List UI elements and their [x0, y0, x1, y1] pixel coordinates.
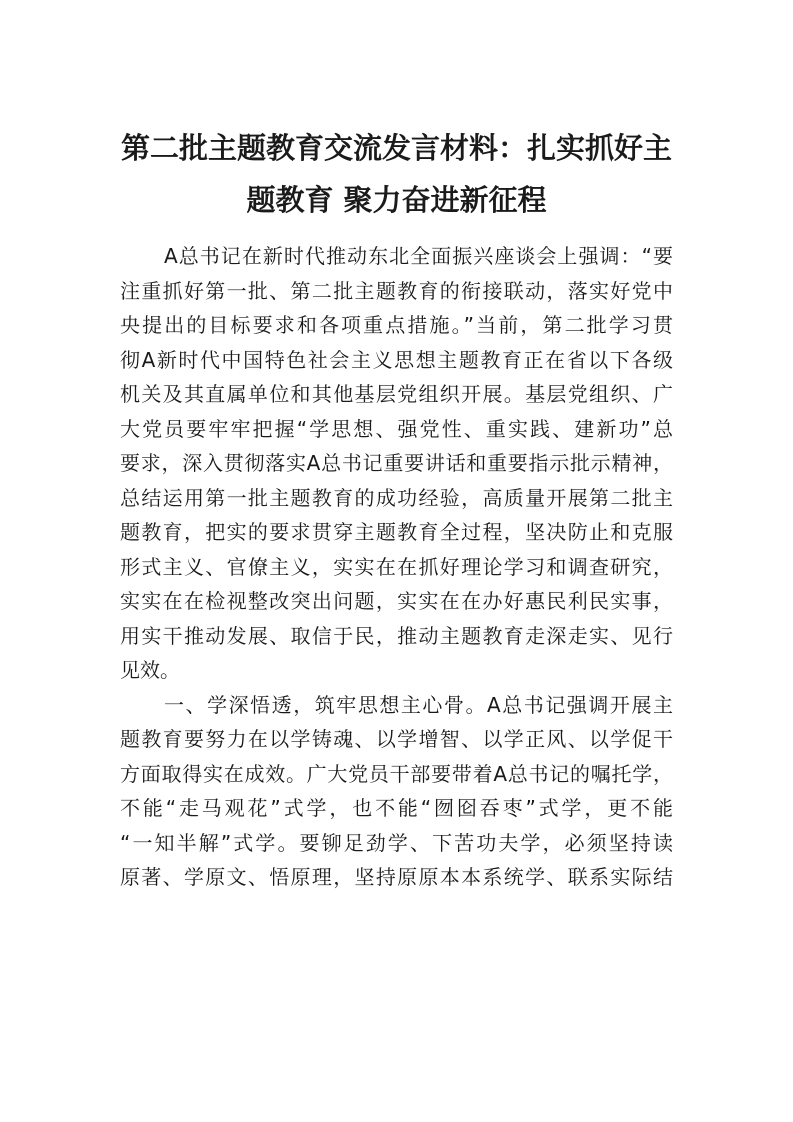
paragraph	[120, 239, 673, 688]
paragraph-line: 用实干推动发展、取信于民，推动主题教育走深走实、见行	[120, 623, 673, 648]
paragraph	[120, 688, 673, 895]
paragraph-line: 一、学深悟透，筑牢思想主心骨。A总书记强调开展主	[164, 692, 673, 717]
paragraph-line: 总结运用第一批主题教育的成功经验，高质量开展第二批主	[120, 485, 673, 510]
paragraph-line: 注重抓好第一批、第二批主题教育的衔接联动，落实好党中	[120, 278, 673, 303]
paragraph-line: “一知半解”式学。要铆足劲学、下苦功夫学，必须坚持读	[120, 830, 673, 855]
paragraph-line: 原著、学原文、悟原理，坚持原原本本系统学、联系实际结	[120, 865, 673, 889]
paragraph-line: 题教育要努力在以学铸魂、以学增智、以学正风、以学促干	[120, 727, 673, 751]
paragraph-line: 机关及其直属单位和其他基层党组织开展。基层党组织、广	[120, 382, 673, 406]
paragraph-line: 题教育，把实的要求贯穿主题教育全过程，坚决防止和克服	[120, 520, 673, 544]
title-line: 第二批主题教育交流发言材料：扎实抓好主	[120, 131, 672, 165]
paragraph-line: A总书记在新时代推动东北全面振兴座谈会上强调：“要	[164, 244, 673, 268]
paragraph-line: 央提出的目标要求和各项重点措施。”当前，第二批学习贯	[120, 313, 673, 337]
document-body	[120, 239, 673, 895]
paragraph-line: 要求，深入贯彻落实A总书记重要讲话和重要指示批示精神，	[120, 451, 673, 475]
paragraph-line: 不能“走马观花”式学，也不能“囫囵吞枣”式学，更不能	[120, 796, 673, 820]
paragraph-line: 实实在在检视整改突出问题，实实在在办好惠民利民实事，	[120, 589, 673, 613]
document-title	[110, 122, 683, 226]
paragraph-line: 方面取得实在成效。广大党员干部要带着A总书记的嘱托学，	[120, 761, 673, 786]
paragraph-line: 形式主义、官僚主义，实实在在抓好理论学习和调查研究，	[120, 554, 673, 579]
paragraph-line: 彻A新时代中国特色社会主义思想主题教育正在省以下各级	[120, 347, 673, 372]
paragraph-line: 见效。	[120, 658, 180, 682]
title-line: 题教育 聚力奋进新征程	[246, 183, 547, 217]
paragraph-line: 大党员要牢牢把握“学思想、强党性、重实践、建新功”总	[120, 416, 673, 441]
